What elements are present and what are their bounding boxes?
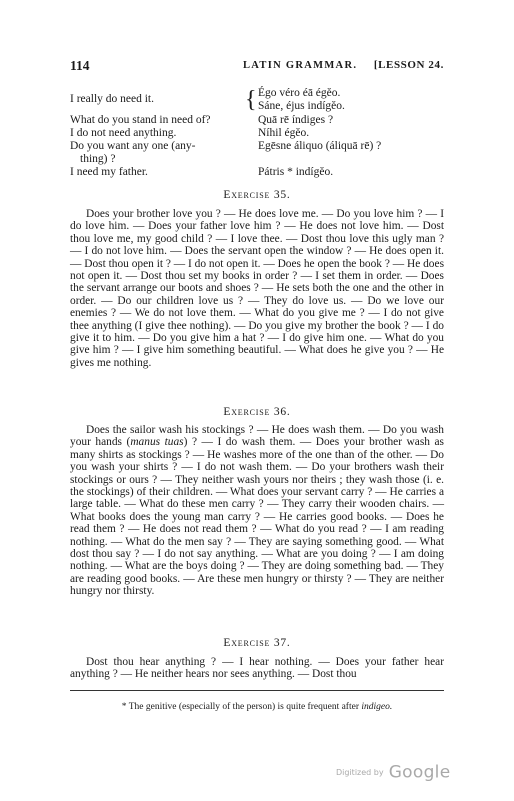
exercise-text-part: ) ? — I do wash them. — Does your brother wash as many shirts as stockings ? — He washes more of the one than of the other. — Do you wash your shirts ? — I do not wash them. — Do your brothers wash their stockings or ours ? — They neither wash yours nor theirs ; they wash those (i. e. the stockings) of their children. — What does your servant carry ? — He carries a large table. — What do these men carry ? — They carry their wooden chairs. — What books does the young man carry ? — He carries good books. — Does he read them ? — He does not read them ? — What do you read ? — I am reading nothing. — What do the men say ? — They are saying something good. — What dost thou say ? — I do not say anything. — What are you doing ? — I am doing nothing. — What are the boys doing ? — They are doing something bad. — They are reading good books. — Are these men hungry or thirsty ? — They are neither hungry nor thirsty. (70, 436, 444, 598)
exercise-title-text: Exercise 36. (223, 406, 291, 418)
exercise-title (70, 189, 444, 201)
exercise-title (70, 637, 444, 649)
vocab-latin-line: Égo véro éā égĕo. (258, 87, 341, 99)
vocab-english: I really do need it. (70, 93, 154, 105)
vocab-english: I need my father. (70, 166, 148, 178)
vocab-row (70, 127, 450, 140)
vocabulary-table (70, 87, 450, 179)
digitized-watermark (336, 762, 450, 783)
running-header (70, 58, 444, 74)
vocab-latin (258, 87, 345, 112)
exercise-text: Dost thou hear anything ? — I hear nothing. — Does your father hear anything ? — He neither hears nor sees anything. — Dost thou (70, 656, 444, 681)
vocab-latin: Egēsne áliquo (áliquā rē) ? (258, 140, 382, 152)
vocab-english: Do you want any one (any- (70, 140, 196, 152)
vocab-english: I do not need anything. (70, 127, 177, 139)
running-title: LATIN GRAMMAR. (243, 60, 358, 71)
footnote-text: * The genitive (especially of the person) is quite frequent after (121, 702, 362, 712)
watermark-logo: Google (388, 762, 451, 783)
vocab-latin: Níhil égĕo. (258, 127, 310, 139)
exercise-title-text: Exercise 35. (223, 189, 291, 201)
lesson-label: [LESSON 24. (373, 59, 444, 71)
vocab-english: What do you stand in need of? (70, 114, 211, 126)
vocab-row (70, 114, 450, 127)
exercise-text: Does your brother love you ? — He does love me. — Do you love him ? — I do love him. — Does your father love him ? — He does not love him. — Dost thou love me, my good child ? — I love thee. — Dost thou love this ugly man ? — I do not love him. — Does the servant open the window ? — He does open it. — Dost thou open it ? — I do not open it. — Does he open the book ? — He does not open it. — Dost thou set my books in order ? — I set them in order. — Does the servant arrange our boots and shoes ? — He sets both the one and the other in order. — Do our children love us ? — They do love us. — Do we love our enemies ? — We do not love them. — What do you give me ? — I do not give thee anything (I give thee nothing). — Do you give my brother the book ? — I do give it to him. — Do you give him a hat ? — I do give him one. — What do you give him ? — I give him something beautiful. — What does he give you ? — He gives me nothing. (70, 208, 444, 369)
latin-phrase: manus tuas (130, 436, 184, 449)
footnote-italic: indigeo. (361, 702, 393, 712)
vocab-row (70, 140, 450, 153)
vocab-latin: Quā rē índiges ? (258, 114, 334, 126)
footnote (70, 702, 444, 712)
vocab-row (70, 166, 450, 179)
exercise-title (70, 406, 444, 418)
brace-mark: { (245, 87, 257, 113)
vocab-latin: Pátris * indígĕo. (258, 166, 334, 178)
page-number: 114 (70, 58, 90, 73)
exercise-text (70, 424, 444, 598)
watermark-prefix: Digitized by (336, 768, 384, 777)
vocab-english: thing) ? (80, 153, 116, 165)
vocab-row (70, 87, 450, 114)
exercise-title-text: Exercise 37. (223, 637, 291, 649)
vocab-latin-line: Sáne, éjus indígĕo. (258, 99, 345, 112)
exercise-text-part: Does the sailor wash his stockings ? — He does wash them. — Do you wash your hands ( (70, 424, 444, 449)
footnote-rule (70, 690, 444, 691)
vocab-row (70, 153, 450, 166)
